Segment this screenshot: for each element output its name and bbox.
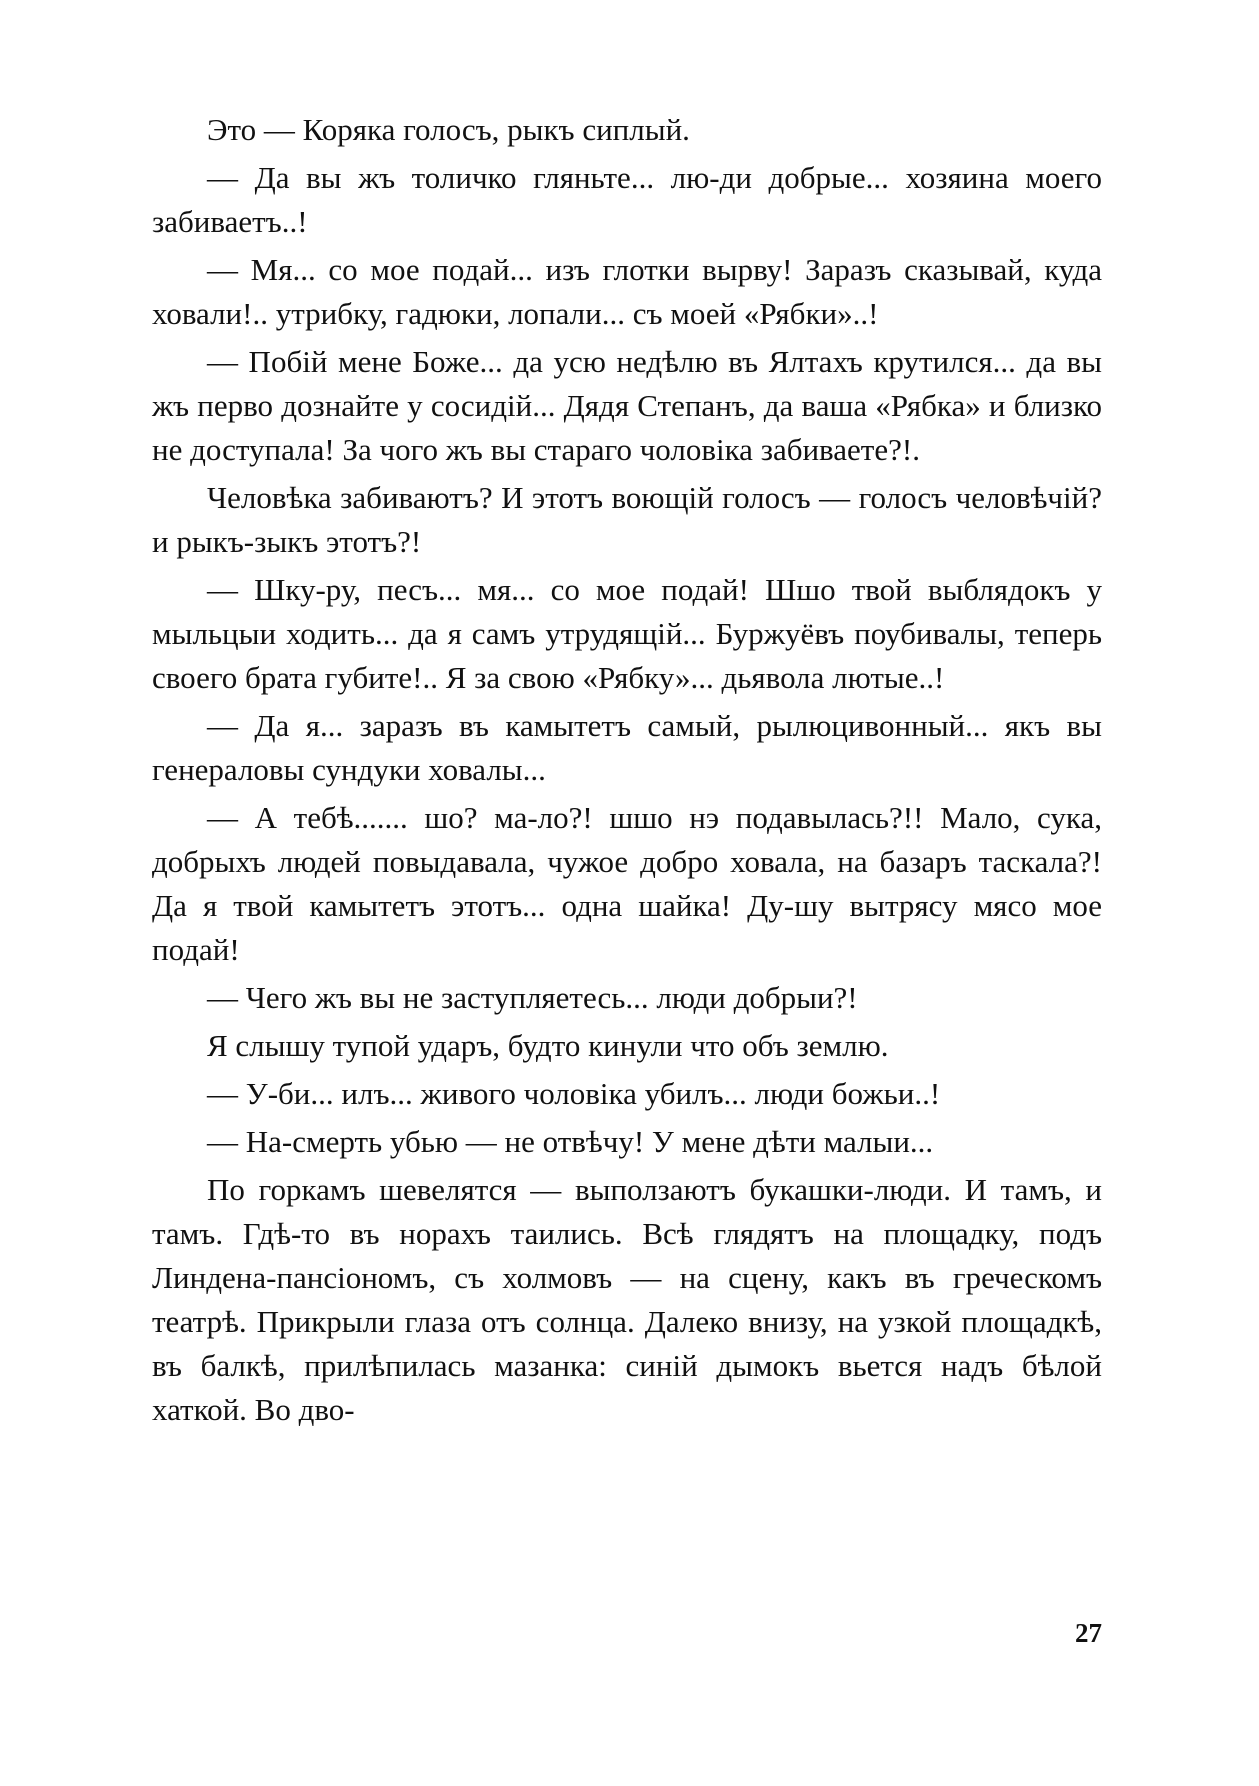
paragraph-3: — Мя... со мое подай... изъ глотки вырву! Заразъ сказывай, куда ховали!.. утрибку, гадюки, лопали... съ моей «Рябки»..! bbox=[152, 252, 1102, 331]
paragraph-4: — Побiй мене Боже... да усю недѣлю въ Ялтахъ крутился... да вы жъ перво дознайте у сосидiй... Дядя Степанъ, да ваша «Рябка» и близко не доступала! За чого жъ вы стараго чоловiка забиваете?!. bbox=[152, 344, 1102, 467]
paragraph-6: — Шку-ру, песъ... мя... со мое подай! Шшо твой выблядокъ у мыльцыи ходить... да я самъ утрудящiй... Буржуёвъ поубивалы, теперь своего брата губите!.. Я за свою «Рябку»... дьявола лютые..! bbox=[152, 572, 1102, 695]
page-number: 27 bbox=[1075, 1618, 1102, 1648]
paragraph-8: — А тебѣ....... шо? ма-ло?! шшо нэ подавылась?!! Мало, сука, добрыхъ людей повыдавала, чужое добро ховала, на базаръ таскала?! Да я твой камытетъ этотъ... одна шайка! Ду-шу вытрясу мясо мое подай! bbox=[152, 800, 1102, 967]
paragraph-13: По горкамъ шевелятся — выползаютъ букашки-люди. И тамъ, и тамъ. Гдѣ-то въ норахъ таились. Всѣ глядятъ на площадку, подъ Линдена-пансiономъ, съ холмовъ — на сцену, какъ въ греческомъ театрѣ. Прикрыли глаза отъ солнца. Далеко внизу, на узкой площадкѣ, въ балкѣ, прилѣпилась мазанка: синiй дымокъ вьется надъ бѣлой хаткой. Во дво- bbox=[152, 1172, 1102, 1427]
paragraph-5: Человѣка забиваютъ? И этотъ воющiй голосъ — голосъ человѣчiй? и рыкъ-зыкъ этотъ?! bbox=[152, 480, 1102, 559]
paragraph-9: — Чего жъ вы не заступляетесь... люди добрыи?! bbox=[207, 980, 858, 1015]
paragraph-12: — На-смерть убью — не отвѣчу! У мене дѣти малыи... bbox=[207, 1124, 934, 1159]
paragraph-2: — Да вы жъ толичко гляньте... лю-ди добрые... хозяина моего забиваетъ..! bbox=[152, 160, 1102, 239]
paragraph-7: — Да я... заразъ въ камытетъ самый, рылюцивонный... якъ вы генераловы сундуки ховалы... bbox=[152, 708, 1102, 787]
paragraph-1: Это — Коряка голосъ, рыкъ сиплый. bbox=[207, 112, 690, 147]
paragraph-10: Я слышу тупой ударъ, будто кинули что объ землю. bbox=[207, 1028, 889, 1063]
paragraph-11: — У-би... илъ... живого чоловiка убилъ... люди божьи..! bbox=[207, 1076, 941, 1111]
body-text bbox=[152, 108, 1102, 1436]
